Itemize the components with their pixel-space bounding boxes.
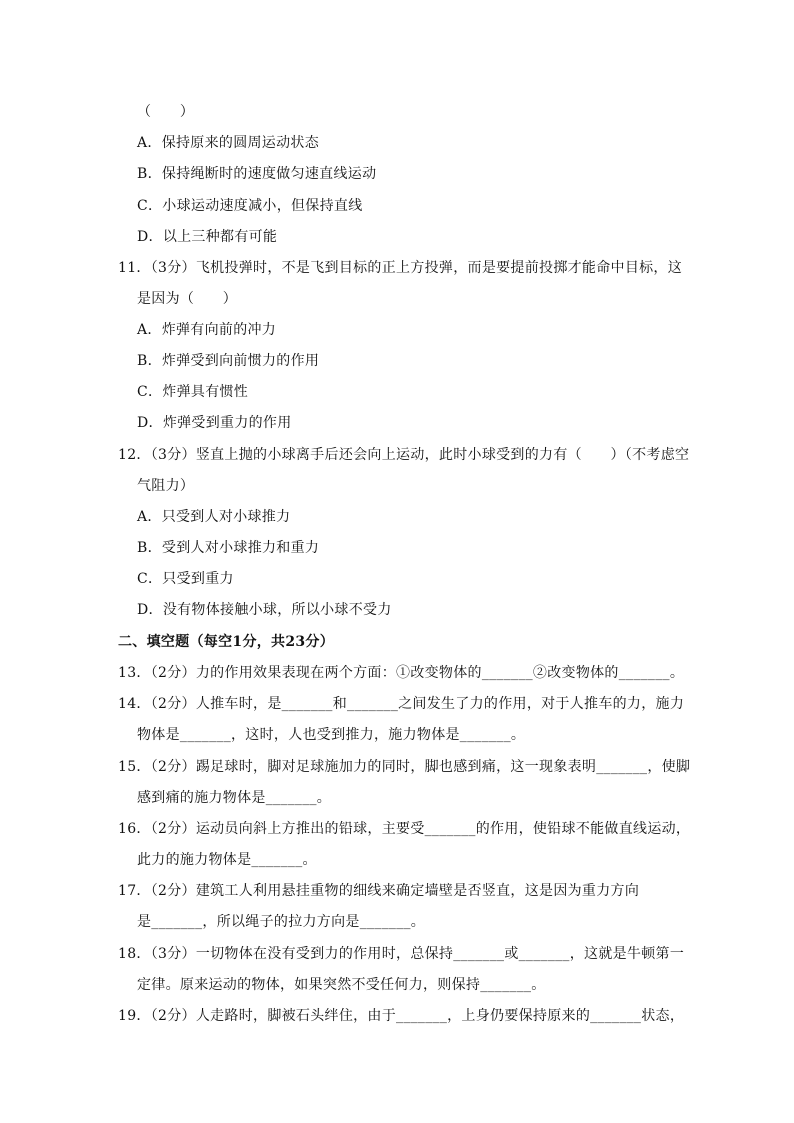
question-14: 14．（2分）人推车时，是_______和_______之间发生了力的作用，对于人推车的力，施力 — [118, 696, 685, 712]
question-15-cont: 感到痛的施力物体是_______。 — [137, 790, 332, 806]
option-b: B．保持绳断时的速度做匀速直线运动 — [137, 166, 377, 182]
option-a: A．炸弹有向前的冲力 — [137, 322, 277, 338]
answer-paren: （ ） — [137, 104, 195, 120]
question-18-cont: 定律。原来运动的物体，如果突然不受任何力，则保持_______。 — [137, 977, 546, 993]
question-14-cont: 物体是_______，这时，人也受到推力，施力物体是_______。 — [137, 727, 526, 743]
question-11-cont: 是因为（ ） — [137, 291, 238, 307]
option-a: A．保持原来的圆周运动状态 — [137, 135, 320, 151]
question-11: 11．（3分）飞机投弹时，不是飞到目标的正上方投弹，而是要提前投掷才能命中目标，这 — [118, 260, 683, 276]
question-17-cont: 是_______，所以绳子的拉力方向是_______。 — [137, 914, 426, 930]
option-c: C．小球运动速度减小，但保持直线 — [137, 198, 363, 214]
option-a: A．只受到人对小球推力 — [137, 509, 291, 525]
question-16-cont: 此力的施力物体是_______。 — [137, 852, 317, 868]
question-18: 18．（3分）一切物体在没有受到力的作用时，总保持_______或_______，这就是牛顿第一 — [118, 946, 685, 962]
section-heading: 二、填空题（每空1分，共23分） — [118, 634, 335, 650]
option-c: C．只受到重力 — [137, 571, 234, 587]
option-d: D．炸弹受到重力的作用 — [137, 415, 292, 431]
option-b: B．炸弹受到向前惯力的作用 — [137, 353, 320, 369]
question-12-cont: 气阻力） — [137, 478, 195, 494]
option-d: D．以上三种都有可能 — [137, 229, 278, 245]
question-17: 17．（2分）建筑工人利用悬挂重物的细线来确定墙壁是否竖直，这是因为重力方向 — [118, 883, 640, 899]
question-15: 15．（2分）踢足球时，脚对足球施加力的同时，脚也感到痛，这一现象表明_______，使脚 — [118, 759, 691, 775]
option-d: D．没有物体接触小球，所以小球不受力 — [137, 602, 392, 618]
option-c: C．炸弹具有惯性 — [137, 384, 249, 400]
question-12: 12．（3分）竖直上抛的小球离手后还会向上运动，此时小球受到的力有（ ）（不考虑空 — [118, 447, 690, 463]
question-19: 19．（2分）人走路时，脚被石头绊住，由于_______，上身仍要保持原来的_______状态， — [118, 1008, 685, 1024]
option-b: B．受到人对小球推力和重力 — [137, 540, 320, 556]
question-16: 16．（2分）运动员向斜上方推出的铅球，主要受_______的作用，使铅球不能做直线运动， — [118, 821, 691, 837]
question-13: 13．（2分）力的作用效果表现在两个方面：①改变物体的_______②改变物体的_______。 — [118, 665, 685, 681]
